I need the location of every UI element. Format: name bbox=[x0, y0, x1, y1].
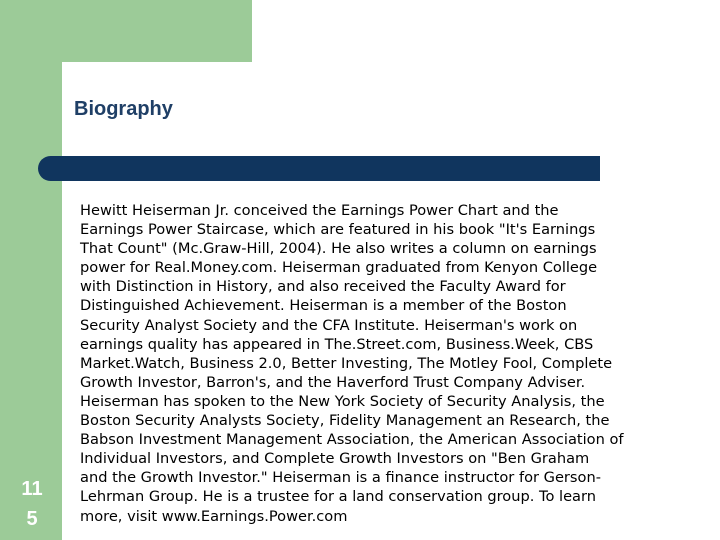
biography-text: Hewitt Heiserman Jr. conceived the Earnings Power Chart and the Earnings Power Staircase, which are featured in his book "It's Earnings That Count" (Mc.Graw-Hill, 2004). He also writes a column on earnings power for Real.Money.com. Heiserman graduated from Kenyon College with Distinction in History, and also received the Faculty Award for Distinguished Achievement. Heiserman is a member of the Boston Security Analyst Society and the CFA Institute. Heiserman's work on earnings quality has appeared in The.Street.com, Business.Week, CBS Market.Watch, Business 2.0, Better Investing, The Motley Fool, Complete Growth Investor, Barron's, and the Haverford Trust Company Adviser. Heiserman has spoken to the New York Society of Security Analysis, the Boston Security Analysts Society, Fidelity Management an Research, the Babson Investment Management Association, the American Association of Individual Investors, and Complete Growth Investors on "Ben Graham and the Growth Investor." Heiserman is a finance instructor for Gerson- Lehrman Group. He is a trustee for a land conservation group. To learn more, visit www.Earnings.Power.com bbox=[80, 202, 624, 525]
decorative-green-strip-left bbox=[0, 0, 62, 540]
slide-number-line1: 11 bbox=[21, 478, 43, 500]
slide-number bbox=[8, 474, 56, 534]
slide-title: Biography bbox=[74, 98, 173, 120]
title-divider-bar bbox=[38, 156, 600, 181]
slide-number-line2: 5 bbox=[26, 508, 38, 530]
